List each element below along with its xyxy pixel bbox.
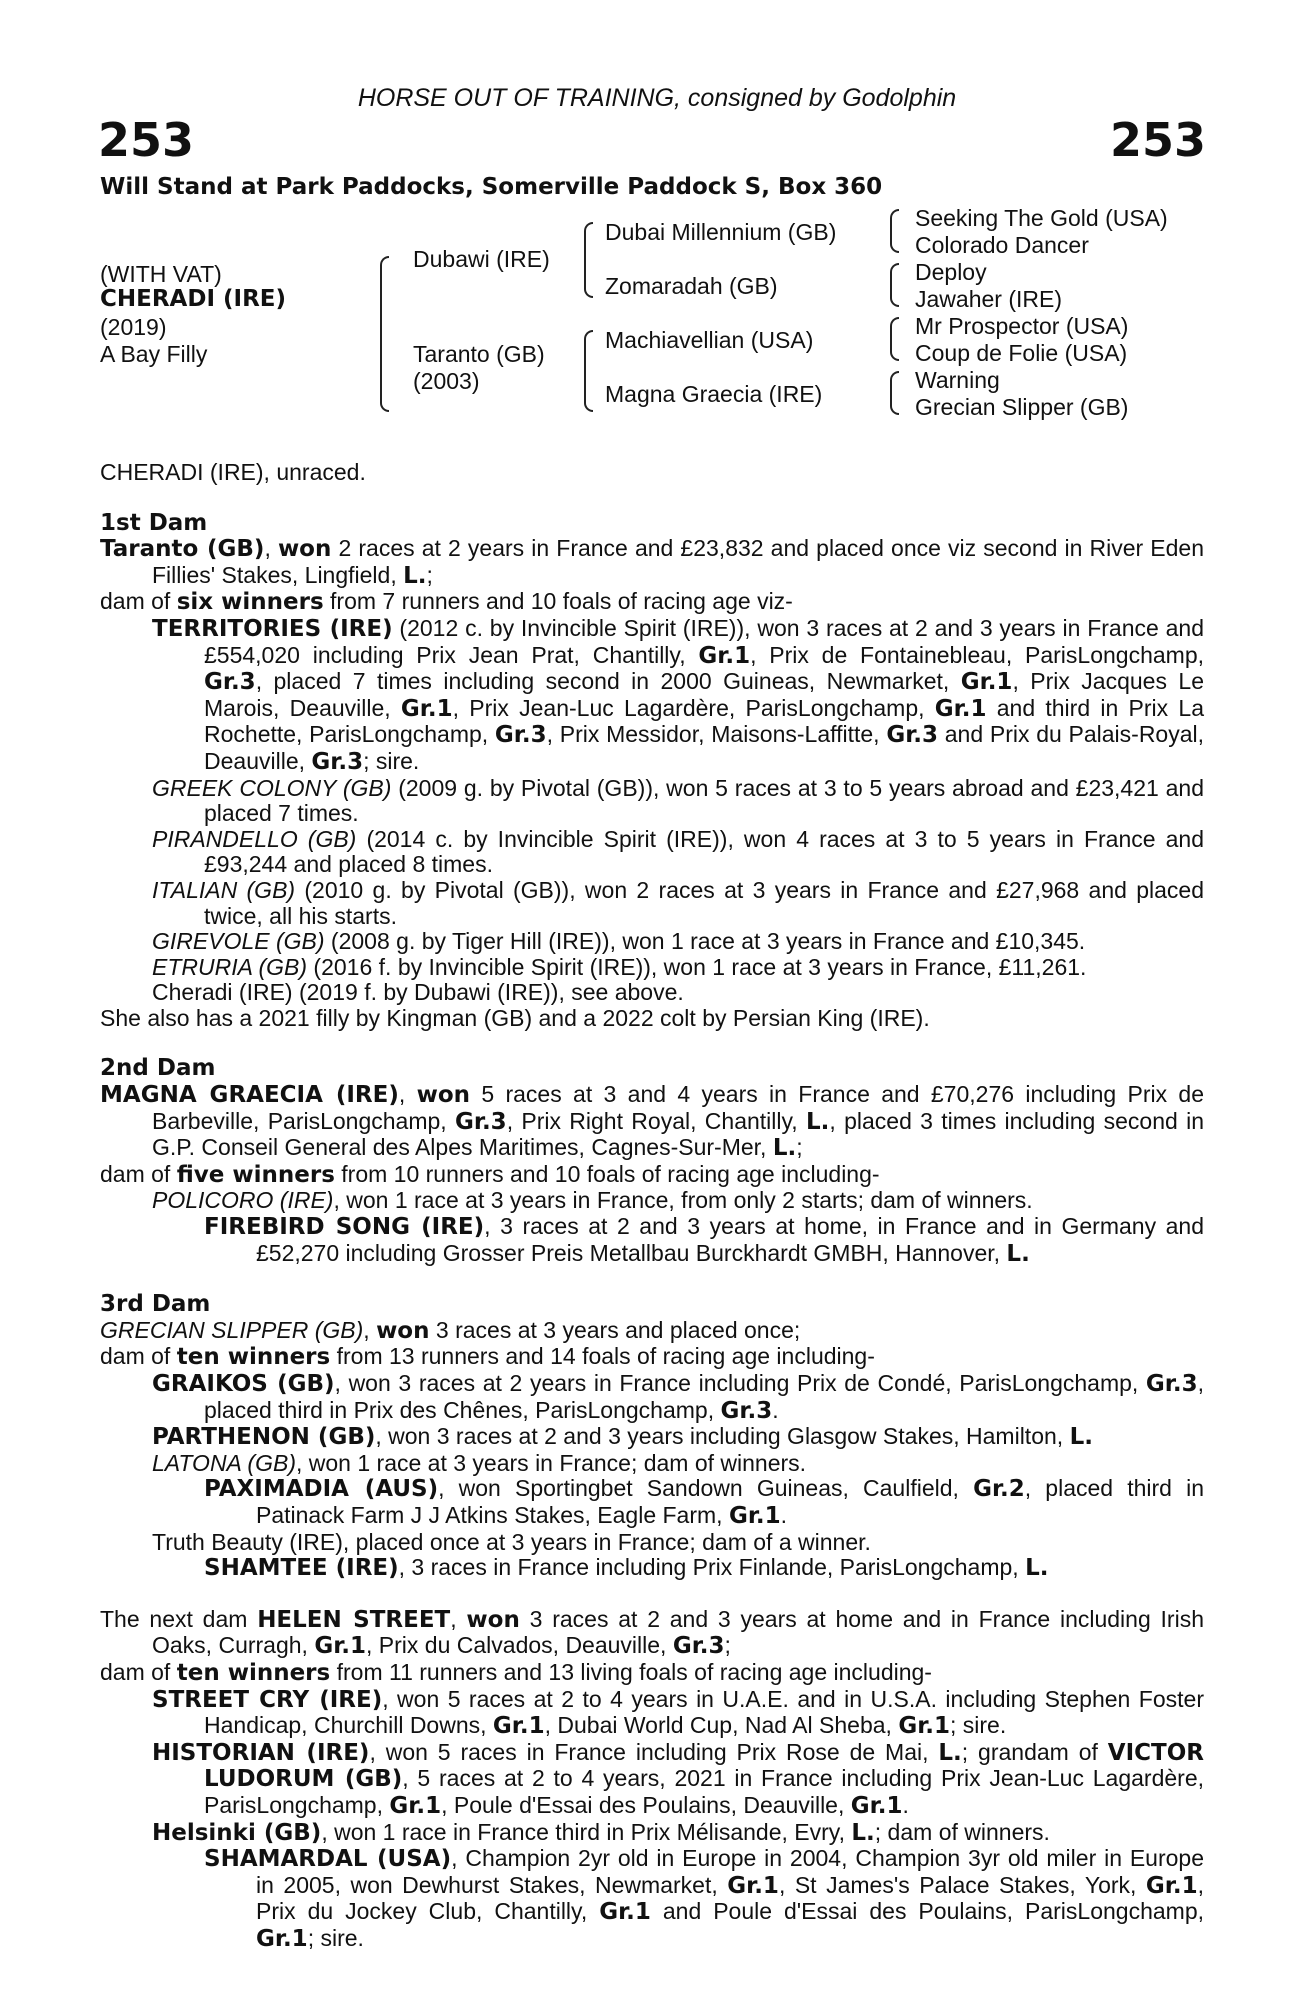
produce-graikos: GRAIKOS (GB), won 3 races at 2 years in France including Prix de Condé, ParisLongchamp, Gr.3, placed third in Prix des Chênes, ParisLongchamp, Gr.3. — [152, 1370, 1204, 1424]
produce-street-cry: STREET CRY (IRE), won 5 races at 2 to 4 years in U.A.E. and in U.S.A. including Stephen Foster Handicap, Churchill Downs, Gr.1, Dubai World Cup, Nad Al Sheba, Gr.1; sire. — [152, 1685, 1204, 1740]
gen4-5: Mr Prospector (USA) — [915, 313, 1129, 339]
first-dam-heading: 1st Dam — [100, 509, 208, 536]
produce-etruria: ETRURIA (GB) (2016 f. by Invincible Spirit (IRE)), won 1 race at 3 years in France, £11,261. — [152, 953, 1087, 980]
stand-location: Will Stand at Park Paddocks, Somerville Paddock S, Box 360 — [100, 174, 883, 200]
third-dam-section — [100, 1318, 1204, 1582]
produce-cheradi: Cheradi (IRE) (2019 f. by Dubawi (IRE)), see above. — [152, 979, 684, 1006]
race-record: CHERADI (IRE), unraced. — [100, 459, 366, 485]
brace-gen3-1 — [890, 209, 899, 253]
produce-helsinki: Helsinki (GB), won 1 race in France third in Prix Mélisande, Evry, L.; dam of winners. — [152, 1818, 1050, 1846]
dam-year: (2003) — [413, 368, 480, 394]
third-dam-heading: 3rd Dam — [100, 1291, 211, 1318]
third-dam-produce-intro: dam of ten winners from 13 runners and 14 foals of racing age including- — [100, 1343, 875, 1371]
gen4-3: Deploy — [915, 259, 987, 285]
produce-greek-colony: GREEK COLONY (GB) (2009 g. by Pivotal (GB)), won 5 races at 3 to 5 years abroad and £23,421 and placed 7 times. — [152, 774, 1204, 827]
produce-firebird-song: FIREBIRD SONG (IRE), 3 races at 2 and 3 years at home, in France and in Germany and £52,270 including Grosser Preis Metallbau Burckhardt GMBH, Hannover, L. — [204, 1213, 1205, 1267]
catalogue-body — [100, 460, 1204, 1952]
sire-dam: Zomaradah (GB) — [605, 273, 778, 299]
produce-historian: HISTORIAN (IRE), won 5 races in France including Prix Rose de Mai, L.; grandam of VICTOR LUDORUM (GB), 5 races at 2 to 4 years, 2021 in France including Prix Jean-Luc Lagardère, ParisLongchamp, Gr.1, Poule d'Essai des Poulains, Deauville, Gr.1. — [152, 1738, 1204, 1819]
gen4-4: Jawaher (IRE) — [915, 286, 1062, 312]
next-dam-summary: The next dam HELEN STREET, won 3 races at 2 and 3 years at home and in France including Irish Oaks, Curragh, Gr.1, Prix du Calvados, Deauville, Gr.3; — [100, 1605, 1204, 1660]
horse-description: A Bay Filly — [100, 341, 208, 367]
brace-gen3-4 — [890, 371, 899, 415]
produce-girevole: GIREVOLE (GB) (2008 g. by Tiger Hill (IRE)), won 1 race at 3 years in France and £10,345. — [152, 928, 1086, 955]
vat-label: (WITH VAT) — [100, 261, 222, 287]
third-dam-summary: GRECIAN SLIPPER (GB), won 3 races at 3 years and placed once; — [100, 1316, 801, 1344]
lot-number-left: 253 — [98, 113, 195, 167]
second-dam-heading: 2nd Dam — [100, 1055, 216, 1082]
sire-sire: Dubai Millennium (GB) — [605, 219, 837, 245]
catalogue-header: HORSE OUT OF TRAINING, consigned by Godolphin — [357, 84, 957, 112]
produce-italian: ITALIAN (GB) (2010 g. by Pivotal (GB)), won 2 races at 3 years in France and £27,968 and placed twice, all his starts. — [152, 876, 1204, 929]
produce-truth-beauty: Truth Beauty (IRE), placed once at 3 years in France; dam of a winner. — [152, 1528, 871, 1555]
dam-sire: Machiavellian (USA) — [605, 327, 814, 353]
brace-gen3-3 — [890, 317, 899, 361]
produce-paximadia: PAXIMADIA (AUS), won Sportingbet Sandown Guineas, Caulfield, Gr.2, placed third in Patinack Farm J J Atkins Stakes, Eagle Farm, Gr.1. — [204, 1475, 1204, 1529]
brace-gen2-dam — [584, 330, 593, 412]
brace-gen3-2 — [890, 263, 899, 307]
produce-policoro: POLICORO (IRE), won 1 race at 3 years in France, from only 2 starts; dam of winners. — [152, 1187, 1033, 1214]
brace-gen2-sire — [584, 222, 593, 298]
second-dam-section — [100, 1082, 1204, 1267]
gen4-7: Warning — [915, 367, 1000, 393]
second-dam-produce-intro: dam of five winners from 10 runners and 10 foals of racing age including- — [100, 1160, 880, 1188]
gen4-2: Colorado Dancer — [915, 232, 1089, 258]
produce-territories: TERRITORIES (IRE) (2012 c. by Invincible Spirit (IRE)), won 3 races at 2 and 3 years in France and £554,020 including Prix Jean Prat, Chantilly, Gr.1, Prix de Fontainebleau, ParisLongchamp, Gr.3, placed 7 times including second in 2000 Guineas, Newmarket, Gr.1, Prix Jacques Le Marois, Deauville, Gr.1, Prix Jean-Luc Lagardère, ParisLongchamp, Gr.1 and third in Prix La Rochette, ParisLongchamp, Gr.3, Prix Messidor, Maisons-Laffitte, Gr.3 and Prix du Palais-Royal, Deauville, Gr.3; sire. — [152, 614, 1205, 775]
dam-dam: Magna Graecia (IRE) — [605, 381, 823, 407]
dam-name: Taranto (GB) — [413, 341, 545, 367]
horse-name: CHERADI (IRE) — [100, 286, 287, 312]
first-dam-later-foals: She also has a 2021 filly by Kingman (GB) and a 2022 colt by Persian King (IRE). — [100, 1004, 930, 1031]
produce-parthenon: PARTHENON (GB), won 3 races at 2 and 3 years including Glasgow Stakes, Hamilton, L. — [152, 1423, 1093, 1451]
gen4-6: Coup de Folie (USA) — [915, 340, 1128, 366]
gen4-1: Seeking The Gold (USA) — [915, 205, 1168, 231]
next-dam-section — [100, 1607, 1204, 1953]
next-dam-produce-intro: dam of ten winners from 11 runners and 13 living foals of racing age including- — [100, 1658, 932, 1686]
produce-shamardal: SHAMARDAL (USA), Champion 2yr old in Europe in 2004, Champion 3yr old miler in Europe in 2005, won Dewhurst Stakes, Newmarket, Gr.1, St James's Palace Stakes, York, Gr.1, Prix du Jockey Club, Chantilly, Gr.1 and Poule d'Essai des Poulains, ParisLongchamp, Gr.1; sire. — [204, 1845, 1205, 1952]
produce-shamtee: SHAMTEE (IRE), 3 races in France including Prix Finlande, ParisLongchamp, L. — [204, 1554, 1049, 1582]
produce-latona: LATONA (GB), won 1 race at 3 years in France; dam of winners. — [152, 1449, 807, 1476]
sire-name: Dubawi (IRE) — [413, 246, 550, 272]
horse-year: (2019) — [100, 314, 167, 340]
gen4-8: Grecian Slipper (GB) — [915, 394, 1129, 420]
lot-number-right: 253 — [1109, 113, 1206, 167]
second-dam-summary: MAGNA GRAECIA (IRE), won 5 races at 3 and 4 years in France and £70,276 including Prix de Barbeville, ParisLongchamp, Gr.3, Prix Right Royal, Chantilly, L., placed 3 times including second in G.P. Conseil General des Alpes Maritimes, Cagnes-Sur-Mer, L.; — [100, 1081, 1204, 1162]
brace-gen1 — [380, 256, 389, 412]
first-dam-produce-intro: dam of six winners from 7 runners and 10 foals of racing age viz- — [100, 588, 793, 616]
produce-pirandello: PIRANDELLO (GB) (2014 c. by Invincible Spirit (IRE)), won 4 races at 3 to 5 years in France and £93,244 and placed 8 times. — [152, 825, 1204, 878]
first-dam-section — [100, 536, 1204, 1031]
first-dam-summary: Taranto (GB), won 2 races at 2 years in France and £23,832 and placed once viz second in River Eden Fillies' Stakes, Lingfield, L.; — [100, 535, 1205, 589]
